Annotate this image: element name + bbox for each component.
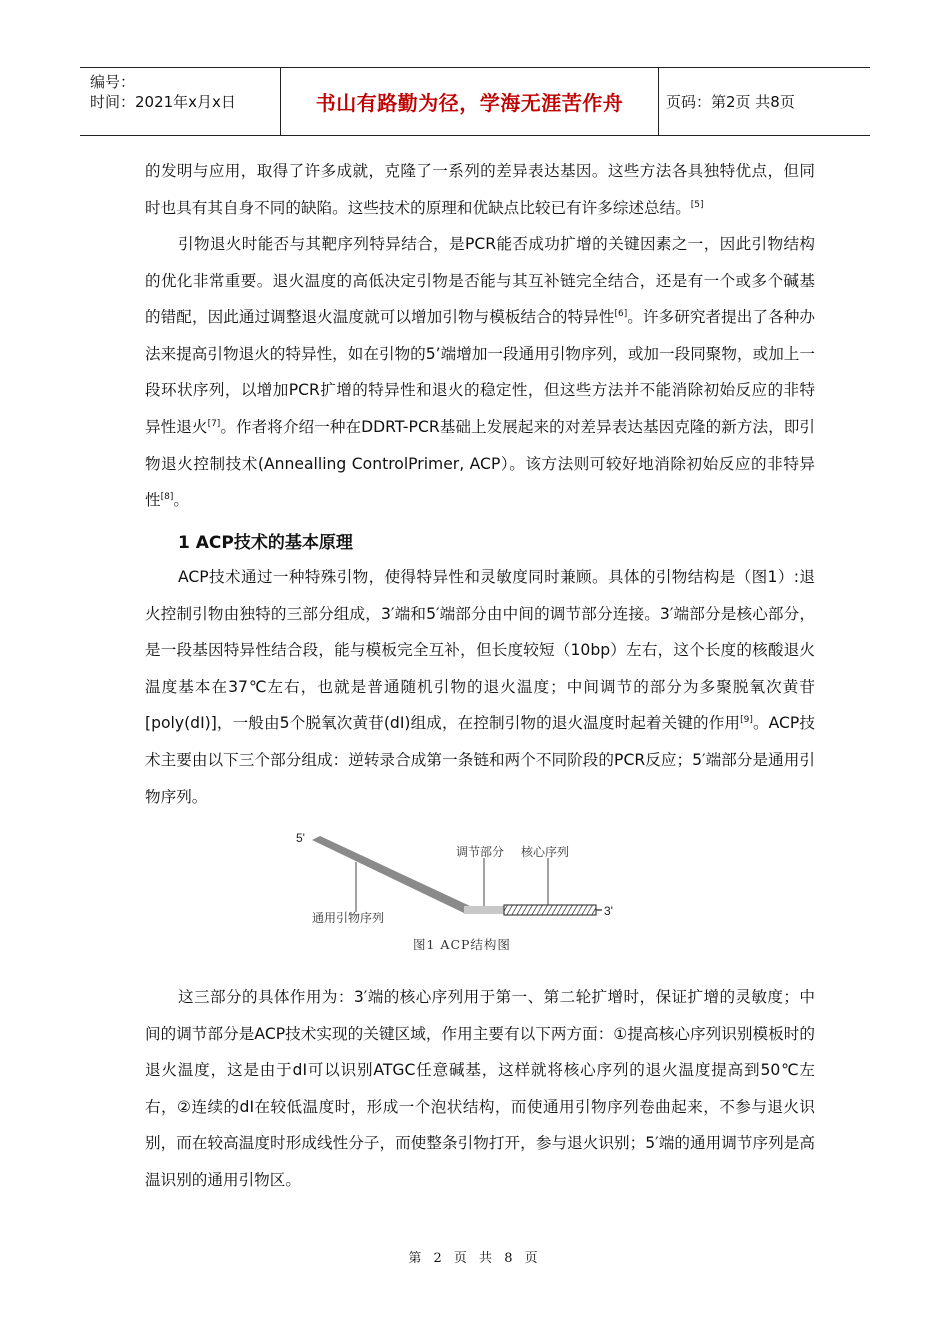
label-3prime: 3' xyxy=(604,904,613,918)
universal-primer-segment xyxy=(312,836,470,914)
document-time: 时间：2021年x月x日 xyxy=(90,93,236,111)
paragraph-1 xyxy=(145,153,815,226)
page-footer: 第 2 页 共 8 页 xyxy=(408,1251,542,1266)
citation: [8] xyxy=(160,492,174,503)
paragraph-text: 。作者将介绍一种在DDRT-PCR基础上发展起来的对差异表达基因克隆的新方法，即引物退火控制技术(Annealling ControlPrimer, ACP）。该方法则可较好地消除初始反应的非特异性 xyxy=(145,417,815,510)
regulatory-segment xyxy=(464,906,504,914)
paragraph-3 xyxy=(145,559,815,815)
paragraph-4 xyxy=(145,979,815,1199)
label-regulatory: 调节部分 xyxy=(456,845,505,859)
label-5prime: 5' xyxy=(296,831,305,845)
paragraph-text: 。许多研究者提出了各种办法来提高引物退火的特异性，如在引物的5’端增加一段通用引物序列，或加一段同聚物，或加上一段环状序列，以增加PCR扩增的特异性和退火的稳定性，但这些方法并不能消除初始反应的非特异性退火 xyxy=(145,308,815,436)
header-divider xyxy=(658,68,659,135)
label-core: 核心序列 xyxy=(521,845,570,859)
paragraph-text: 。ACP技术主要由以下三个部分组成：逆转录合成第一条链和两个不同阶段的PCR反应；5′端部分是通用引物序列。 xyxy=(145,714,816,806)
paragraph-text: 这三部分的具体作用为：3′端的核心序列用于第一、第二轮扩增时，保证扩增的灵敏度；中间的调节部分是ACP技术实现的关键区域，作用主要有以下两方面：①提高核心序列识别模板时的退火温度，这是由于dI可以识别ATGC任意碱基，这样就将核心序列的退火温度提高到50℃左右，②连续的dI在较低温度时，形成一个泡状结构，而使通用引物序列卷曲起来，不参与退火识别，而在较高温度时形成线性分子，而使整条引物打开，参与退火识别；5′端的通用调节序列是高温识别的通用引物区。 xyxy=(145,988,815,1189)
header-page-info: 页码：第2页 共8页 xyxy=(666,93,795,111)
header-motto: 书山有路勤为径，学海无涯苦作舟 xyxy=(315,91,624,115)
figure-caption: 图1 ACP结构图 xyxy=(413,937,511,952)
label-universal: 通用引物序列 xyxy=(312,911,385,925)
citation: [6] xyxy=(614,309,628,320)
page-header xyxy=(80,67,870,136)
header-meta xyxy=(80,68,280,135)
paragraph-text: ACP技术通过一种特殊引物，使得特异性和灵敏度同时兼顾。具体的引物结构是（图1）:退火控制引物由独特的三部分组成，3′端和5′端部分由中间的调节部分连接。3′端部分是核心部分，是一段基因特异性结合段，能与模板完全互补，但长度较短（10bp）左右，这个长度的核酸退火温度基本在37℃左右，也就是普通随机引物的退火温度；中间调节的部分为多聚脱氧次黄苷[poly(dI)]，一般由5个脱氧次黄苷(dI)组成，在控制引物的退火温度时起着关键的作用 xyxy=(145,568,815,733)
citation: [7] xyxy=(207,418,221,429)
document-number: 编号： xyxy=(90,73,136,91)
citation: [5] xyxy=(690,199,704,210)
paragraph-text: 引物退火时能否与其靶序列特异结合，是PCR能否成功扩增的关键因素之一，因此引物结构的优化非常重要。退火温度的高低决定引物是否能与其互补链完全结合，还是有一个或多个碱基的错配，因此通过调整退火温度就可以增加引物与模板结合的特异性 xyxy=(145,235,815,327)
paragraph-text: 。 xyxy=(173,491,189,510)
paragraph-text: 但同时也具有其自身不同的缺陷。这些技术的原理和优缺点比较已有许多综述总结。 xyxy=(145,162,815,217)
section-heading: 1 ACP技术的基本原理 xyxy=(178,533,353,553)
paragraph-2 xyxy=(145,226,815,519)
citation: [9] xyxy=(740,715,753,726)
paragraph-text: 的发明与应用，取得了许多成就，克隆了一系列的差异表达基因。这些方法各具独特优点， xyxy=(145,162,784,180)
core-sequence-segment xyxy=(504,905,596,915)
